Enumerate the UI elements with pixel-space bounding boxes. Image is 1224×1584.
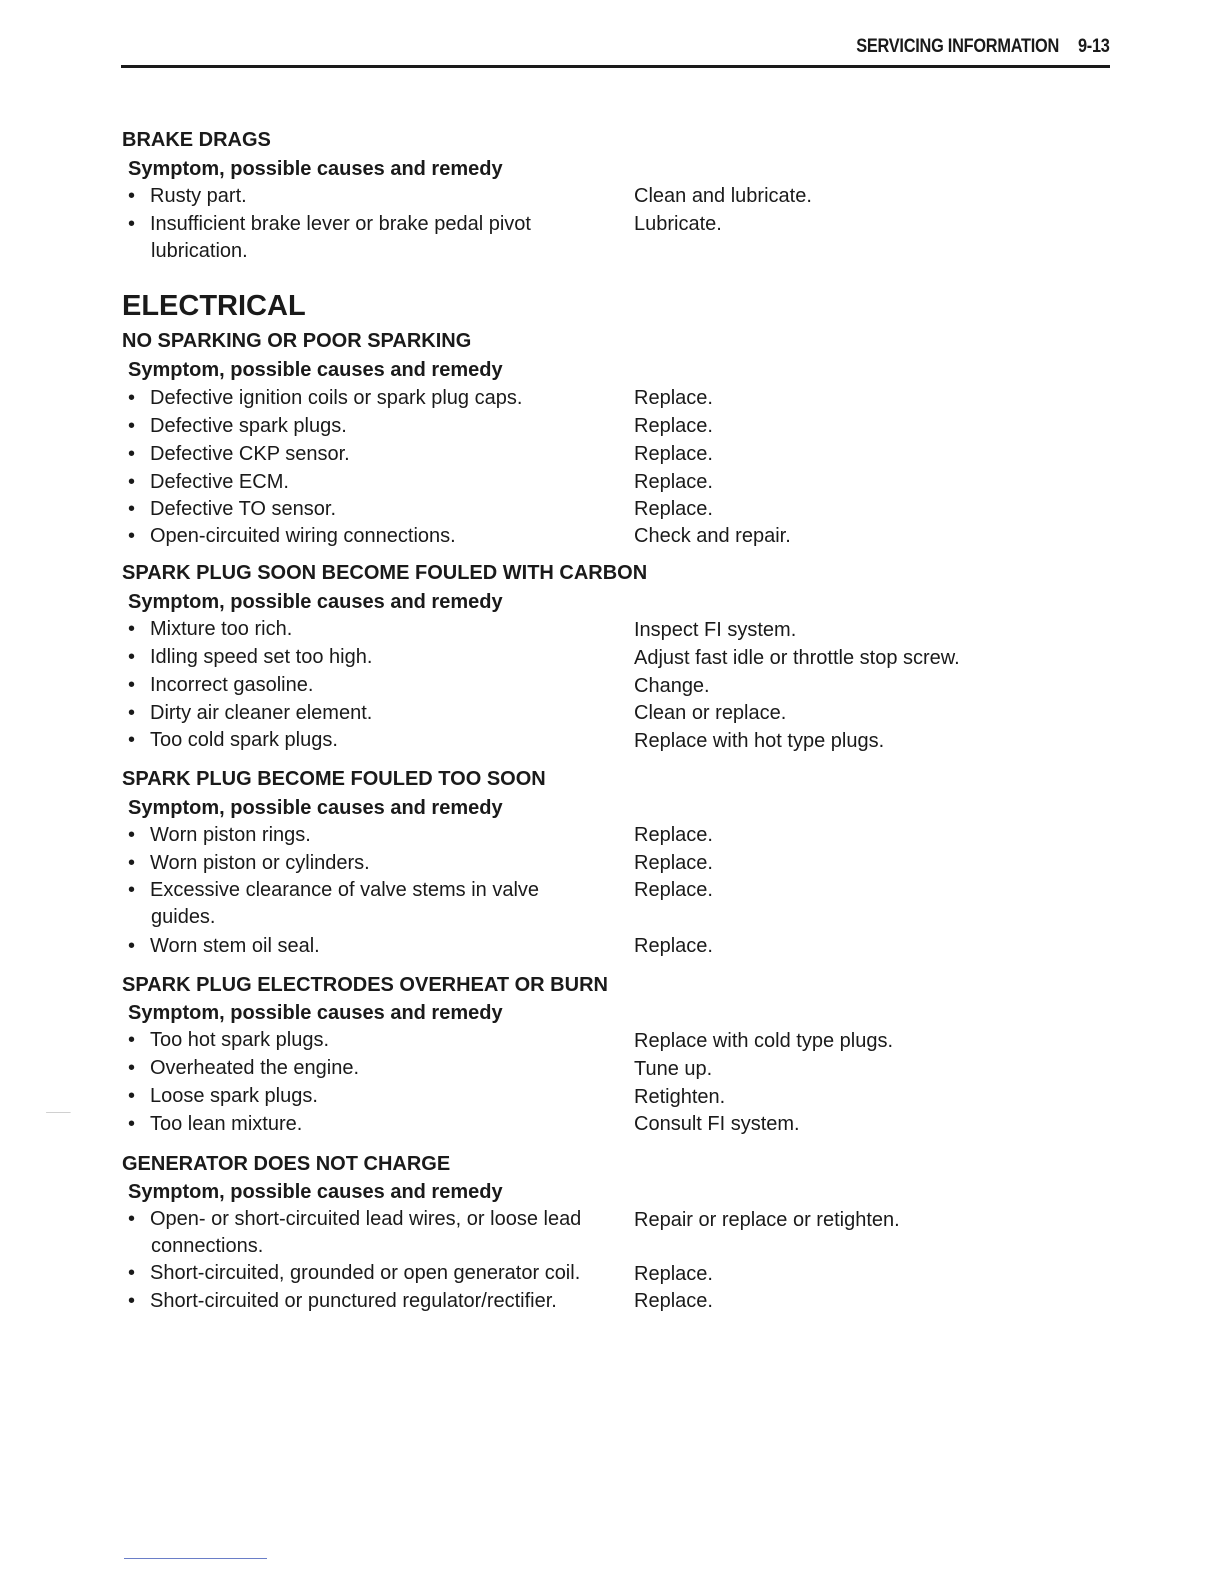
remedy-text: Replace.	[634, 443, 713, 465]
bullet: •	[128, 1057, 136, 1079]
cause-text: Overheated the engine.	[150, 1057, 360, 1079]
remedy-text: Replace.	[634, 1290, 713, 1312]
generator-subtitle: Symptom, possible causes and remedy	[128, 1181, 503, 1203]
cause-text: Defective ECM.	[150, 471, 289, 493]
cause-text: Mixture too rich.	[150, 618, 293, 640]
no-sparking-subtitle: Symptom, possible causes and remedy	[128, 359, 503, 381]
footer-rule	[124, 1558, 267, 1559]
cause-text: Open- or short-circuited lead wires, or loose lead	[150, 1208, 582, 1230]
bullet: •	[128, 185, 136, 207]
list-item	[128, 727, 608, 754]
cause-text-continued: lubrication.	[151, 240, 248, 262]
fouled-soon-title: SPARK PLUG BECOME FOULED TOO SOON	[122, 768, 546, 790]
bullet: •	[128, 1208, 136, 1230]
remedy-text: Replace.	[634, 1263, 713, 1285]
bullet: •	[128, 415, 136, 437]
list-item	[128, 1288, 608, 1315]
list-item	[128, 672, 608, 699]
list-item	[128, 413, 608, 440]
list-item	[128, 850, 608, 877]
bullet: •	[128, 525, 136, 547]
header-text	[857, 36, 1110, 58]
fouled-soon-subtitle: Symptom, possible causes and remedy	[128, 797, 503, 819]
cause-text-continued: connections.	[151, 1235, 264, 1257]
list-item	[128, 211, 608, 265]
bullet: •	[128, 879, 136, 901]
header-title: SERVICING INFORMATION	[856, 36, 1060, 57]
bullet: •	[128, 498, 136, 520]
bullet: •	[128, 1085, 136, 1107]
remedy-text: Repair or replace or retighten.	[634, 1209, 900, 1231]
remedy-text: Replace.	[634, 824, 713, 846]
cause-text: Open-circuited wiring connections.	[150, 525, 456, 547]
list-item	[128, 496, 608, 523]
bullet: •	[128, 729, 136, 751]
cause-text: Too cold spark plugs.	[150, 729, 338, 751]
list-item	[128, 441, 608, 468]
list-item	[128, 1111, 608, 1138]
bullet: •	[128, 702, 136, 724]
bullet: •	[128, 824, 136, 846]
remedy-text: Clean or replace.	[634, 702, 787, 724]
electrical-section-title: ELECTRICAL	[122, 290, 306, 322]
remedy-text: Tune up.	[634, 1058, 713, 1080]
cause-text-continued: guides.	[151, 906, 216, 928]
bullet: •	[128, 213, 136, 235]
cause-text: Loose spark plugs.	[150, 1085, 318, 1107]
brake-drags-subtitle: Symptom, possible causes and remedy	[128, 158, 503, 180]
cause-text: Rusty part.	[150, 185, 247, 207]
overheat-title: SPARK PLUG ELECTRODES OVERHEAT OR BURN	[122, 974, 608, 996]
list-item	[128, 700, 608, 727]
remedy-text: Retighten.	[634, 1086, 726, 1108]
cause-text: Worn piston rings.	[150, 824, 311, 846]
list-item	[128, 469, 608, 496]
cause-text: Worn stem oil seal.	[150, 935, 320, 957]
remedy-text: Replace.	[634, 471, 713, 493]
list-item	[128, 385, 608, 412]
remedy-text: Replace.	[634, 935, 713, 957]
remedy-text: Replace.	[634, 852, 713, 874]
list-item	[128, 822, 608, 849]
cause-text: Dirty air cleaner element.	[150, 702, 373, 724]
list-item	[128, 877, 608, 931]
list-item	[128, 1206, 608, 1260]
bullet: •	[128, 618, 136, 640]
cause-text: Incorrect gasoline.	[150, 674, 314, 696]
scan-artifact	[34, 1096, 71, 1113]
remedy-text: Replace.	[634, 879, 713, 901]
fouled-carbon-title: SPARK PLUG SOON BECOME FOULED WITH CARBON	[122, 562, 648, 584]
cause-text: Insufficient brake lever or brake pedal pivot	[150, 213, 531, 235]
bullet: •	[128, 674, 136, 696]
cause-text: Idling speed set too high.	[150, 646, 373, 668]
cause-text: Defective ignition coils or spark plug caps.	[150, 387, 523, 409]
list-item	[128, 1260, 608, 1287]
bullet: •	[128, 852, 136, 874]
cause-text: Too lean mixture.	[150, 1113, 303, 1135]
bullet: •	[128, 935, 136, 957]
remedy-text: Replace.	[634, 387, 713, 409]
bullet: •	[128, 471, 136, 493]
list-item	[128, 1027, 608, 1054]
remedy-text: Replace with cold type plugs.	[634, 1030, 894, 1052]
bullet: •	[128, 1029, 136, 1051]
no-sparking-title: NO SPARKING OR POOR SPARKING	[122, 330, 472, 352]
list-item	[128, 644, 608, 671]
remedy-text: Clean and lubricate.	[634, 185, 812, 207]
brake-drags-title: BRAKE DRAGS	[122, 129, 271, 151]
fouled-carbon-subtitle: Symptom, possible causes and remedy	[128, 591, 503, 613]
remedy-text: Replace with hot type plugs.	[634, 730, 885, 752]
remedy-text: Consult FI system.	[634, 1113, 800, 1135]
remedy-text: Replace.	[634, 498, 713, 520]
remedy-text: Adjust fast idle or throttle stop screw.	[634, 647, 960, 669]
cause-text: Short-circuited, grounded or open generator coil.	[150, 1262, 581, 1284]
header-rule	[121, 65, 1110, 68]
cause-text: Defective CKP sensor.	[150, 443, 350, 465]
cause-text: Short-circuited or punctured regulator/rectifier.	[150, 1290, 557, 1312]
page-number: 9-13	[1078, 36, 1110, 57]
bullet: •	[128, 1113, 136, 1135]
list-item	[128, 933, 608, 960]
bullet: •	[128, 443, 136, 465]
cause-text: Too hot spark plugs.	[150, 1029, 329, 1051]
generator-title: GENERATOR DOES NOT CHARGE	[122, 1153, 451, 1175]
bullet: •	[128, 646, 136, 668]
cause-text: Worn piston or cylinders.	[150, 852, 370, 874]
cause-text: Defective spark plugs.	[150, 415, 347, 437]
remedy-text: Change.	[634, 675, 710, 697]
remedy-text: Lubricate.	[634, 213, 722, 235]
bullet: •	[128, 1290, 136, 1312]
list-item	[128, 1083, 608, 1110]
remedy-text: Check and repair.	[634, 525, 791, 547]
overheat-subtitle: Symptom, possible causes and remedy	[128, 1002, 503, 1024]
list-item	[128, 1055, 608, 1082]
remedy-text: Inspect FI system.	[634, 619, 797, 641]
cause-text: Defective TO sensor.	[150, 498, 337, 520]
list-item	[128, 183, 608, 210]
bullet: •	[128, 1262, 136, 1284]
list-item	[128, 616, 608, 643]
remedy-text: Replace.	[634, 415, 713, 437]
list-item	[128, 523, 608, 550]
bullet: •	[128, 387, 136, 409]
cause-text: Excessive clearance of valve stems in valve	[150, 879, 540, 901]
